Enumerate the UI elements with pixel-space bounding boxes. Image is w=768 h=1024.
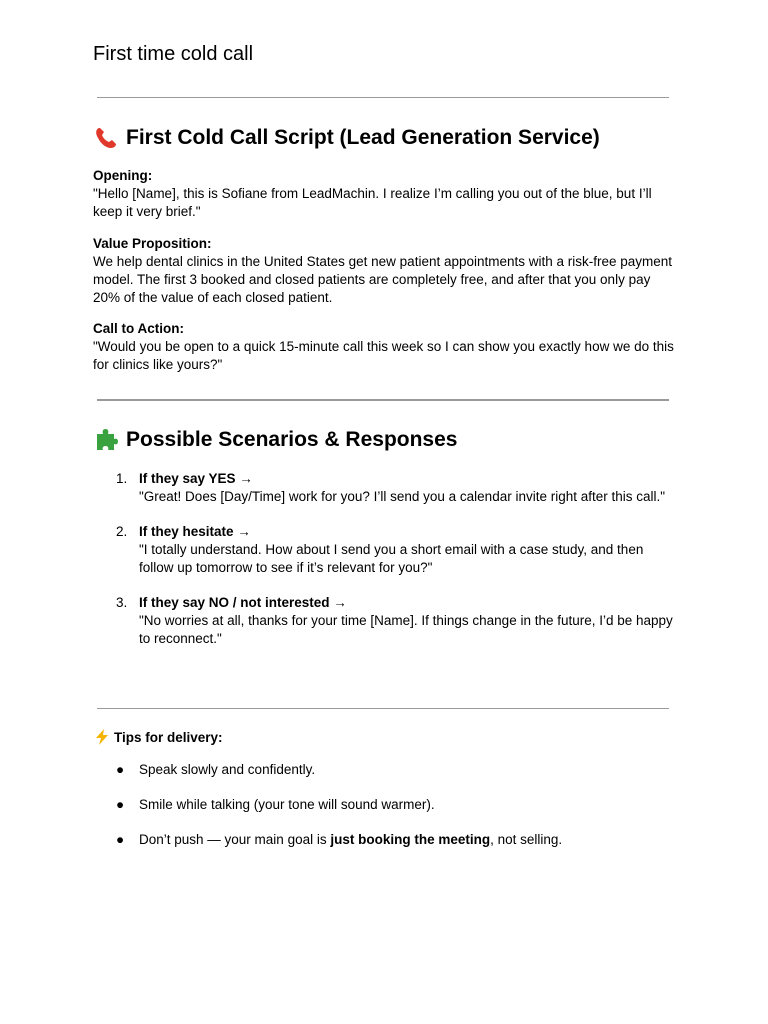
scenario-label: If they say NO / not interested → bbox=[139, 595, 347, 610]
scenario-label: If they say YES → bbox=[139, 471, 253, 486]
opening-label: Opening: bbox=[93, 168, 153, 183]
list-number: 1. bbox=[116, 471, 128, 486]
tip-text-bold: just booking the meeting bbox=[330, 832, 491, 847]
bullet: ● bbox=[116, 797, 125, 812]
scenario-text: "I totally understand. How about I send you a short email with a case study, and then follow up tomorrow to see if it’s relevant for you?" bbox=[139, 542, 644, 575]
telephone-icon bbox=[93, 125, 119, 151]
tip-text: Speak slowly and confidently. bbox=[139, 762, 316, 777]
opening-text: "Hello [Name], this is Sofiane from LeadMachin. I realize I’m calling you out of the blue, but I’ll keep it very brief." bbox=[93, 186, 652, 219]
scenarios-heading-text: Possible Scenarios & Responses bbox=[126, 428, 458, 451]
bullet: ● bbox=[116, 762, 125, 777]
list-number: 2. bbox=[116, 524, 128, 539]
tips-list bbox=[93, 761, 678, 849]
list-item bbox=[93, 594, 678, 648]
document-title: First time cold call bbox=[93, 43, 254, 65]
script-heading bbox=[93, 125, 600, 151]
list-item bbox=[93, 523, 678, 577]
script-heading-text: First Cold Call Script (Lead Generation Service) bbox=[126, 126, 600, 149]
tips-heading bbox=[93, 728, 223, 746]
list-item bbox=[93, 470, 678, 506]
puzzle-piece-icon bbox=[93, 427, 119, 453]
divider bbox=[97, 399, 669, 401]
divider bbox=[97, 97, 669, 98]
scenarios-heading bbox=[93, 427, 457, 453]
scenarios-list bbox=[93, 470, 678, 648]
cta-block bbox=[93, 320, 678, 374]
tip-text-pre: Don’t push — your main goal is bbox=[139, 832, 331, 847]
cta-text: "Would you be open to a quick 15-minute call this week so I can show you exactly how we do this for clinics like yours?" bbox=[93, 339, 674, 372]
lightning-bolt-icon bbox=[93, 728, 111, 746]
tip-text: Smile while talking (your tone will sound warmer). bbox=[139, 797, 435, 812]
tip-text-post: , not selling. bbox=[490, 832, 563, 847]
list-item bbox=[93, 761, 678, 779]
scenario-text: "Great! Does [Day/Time] work for you? I’ll send you a calendar invite right after this call." bbox=[139, 489, 666, 504]
cta-label: Call to Action: bbox=[93, 321, 184, 336]
value-text: We help dental clinics in the United States get new patient appointments with a risk-free payment model. The first 3 booked and closed patients are completely free, and after that you only pay 20% of the value of each closed patient. bbox=[93, 254, 673, 305]
opening-block bbox=[93, 167, 678, 221]
value-block bbox=[93, 235, 678, 307]
divider bbox=[97, 708, 669, 709]
scenario-label: If they hesitate → bbox=[139, 524, 251, 539]
list-item bbox=[93, 831, 678, 849]
list-item bbox=[93, 796, 678, 814]
value-label: Value Proposition: bbox=[93, 236, 212, 251]
list-number: 3. bbox=[116, 595, 128, 610]
bullet: ● bbox=[116, 832, 125, 847]
tips-heading-text: Tips for delivery: bbox=[114, 729, 223, 745]
scenario-text: "No worries at all, thanks for your time [Name]. If things change in the future, I’d be happy to reconnect." bbox=[139, 613, 673, 646]
